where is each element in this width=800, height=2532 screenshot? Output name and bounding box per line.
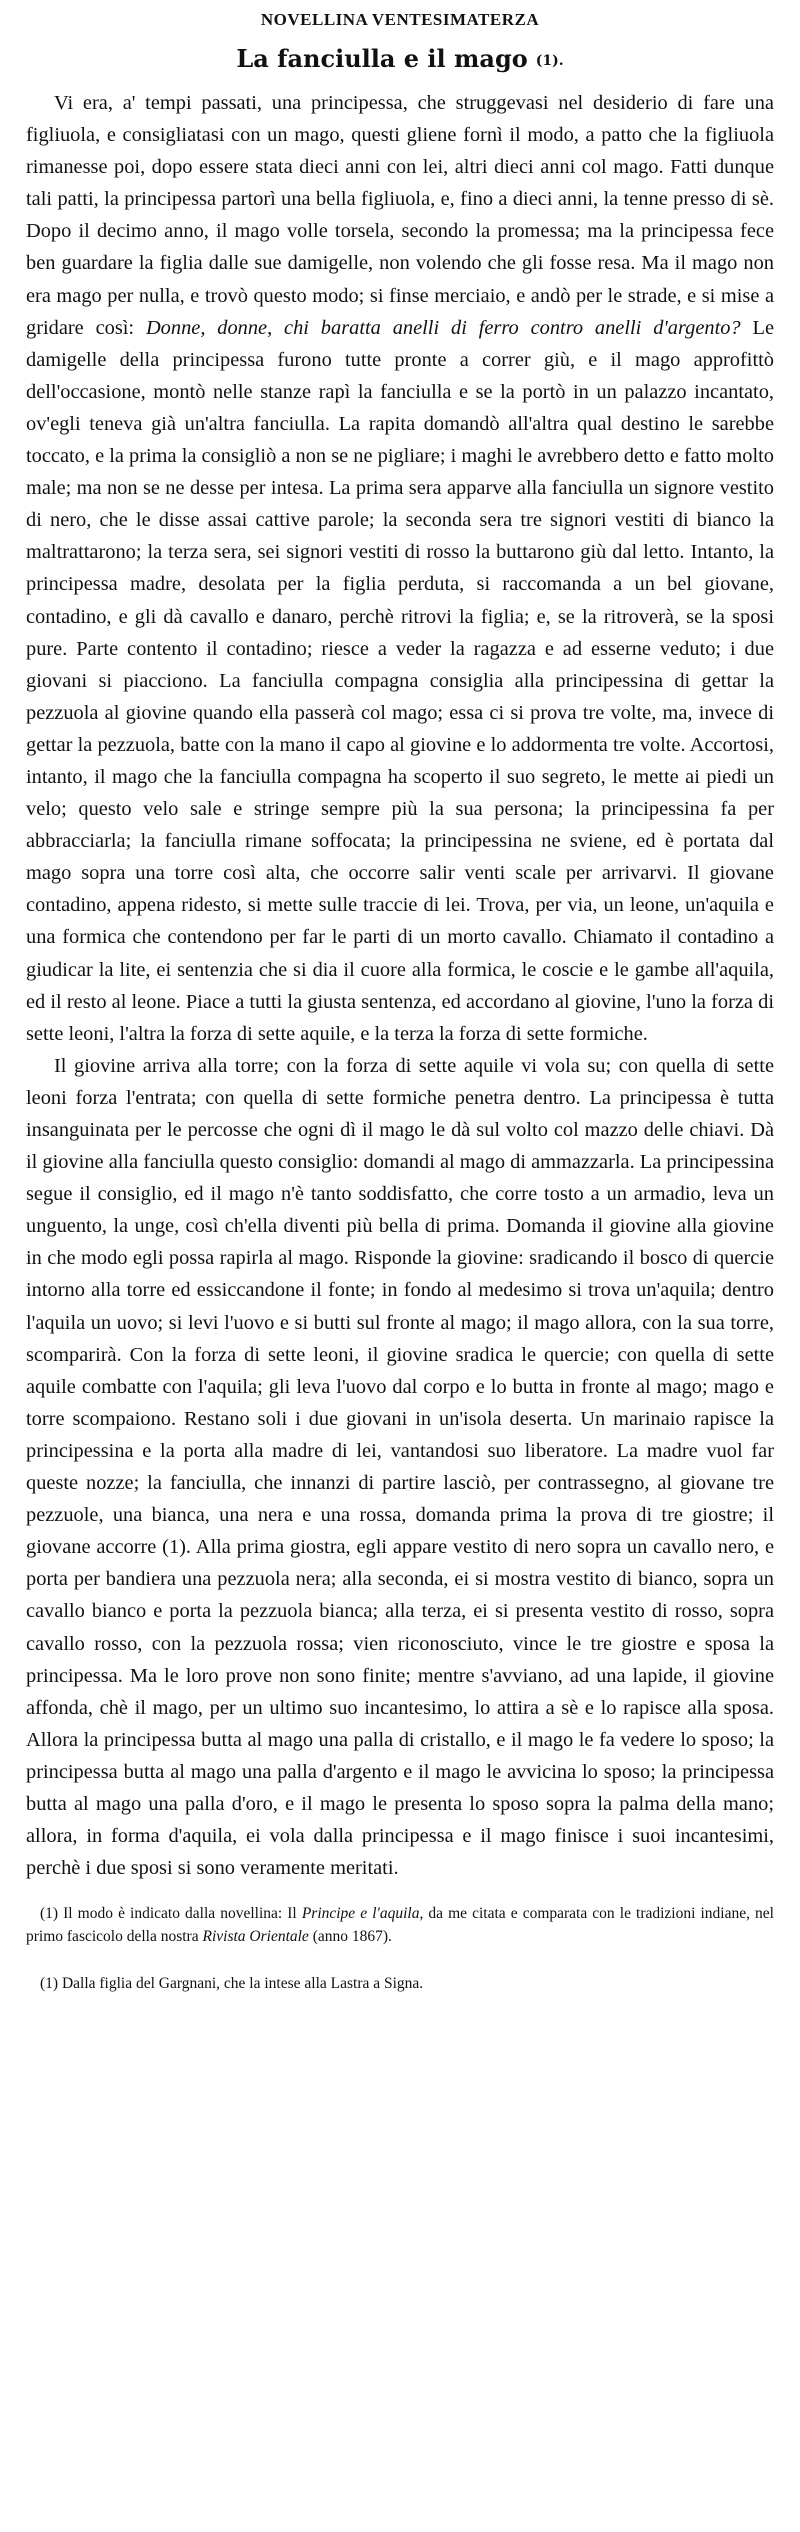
footnote-2: (1) Dalla figlia del Gargnani, che la intese alla Lastra a Signa.	[40, 1975, 424, 1993]
footnote-1-part-c: (anno 1867).	[308, 1928, 392, 1946]
running-head: NOVELLINA VENTESIMATERZA	[260, 10, 540, 29]
title-footnote-ref: (1).	[535, 52, 564, 69]
footnote-1	[26, 1902, 774, 1948]
footnote-1-italic-journal: Rivista Orientale	[202, 1928, 309, 1946]
story-title-text: La fanciulla e il mago	[236, 44, 528, 73]
footnotes	[26, 1902, 774, 1995]
footnote-1-italic-title: Principe e l'aquila	[301, 1905, 420, 1923]
paragraph-1-part-a: Vi era, a' tempi passati, una principessa, che struggevasi nel desiderio di fare una figliuola, e consigliatasi con un mago, questi gliene fornì il modo, a patto che la figliuola rimanesse poi, dopo essere stata dieci anni con lei, altri dieci anni col mago. Fatti dunque tali patti, la principessa partorì una bella figliuola, e, fino a dieci anni, la tenne presso di sè. Dopo il decimo anno, il mago volle torsela, secondo la promessa; ma la principessa fece ben guardare la figlia dalle sue damigelle, non volendo che gli fosse resa. Ma il mago non era mago per nulla, e trovò questo modo; si finse merciaio, e andò per le strade, e si mise a gridare così:	[26, 92, 774, 339]
paragraph-2: Il giovine arriva alla torre; con la forza di sette aquile vi vola su; con quella di sette leoni forza l'entrata; con quella di sette formiche penetra dentro. La principessa è tutta insanguinata per le percosse che ogni dì il mago le dà sul volto col mazzo delle chiavi. Dà il giovine alla fanciulla questo consiglio: domandi al mago di ammazzarla. La principessina segue il consiglio, ed il mago n'è tanto soddisfatto, che corre tosto a un armadio, leva un unguento, la unge, così ch'ella diventi più bella di prima. Domanda il giovine alla giovine in che modo egli possa rapirla al mago. Risponde la giovine: sradicando il bosco di quercie intorno alla torre ed essiccandone il fonte; in fondo al medesimo si trova un'aquila; dentro l'aquila un uovo; si levi l'uovo e si butti sul fronte al mago; il mago allora, con la sua torre, scomparirà. Con la forza di sette leoni, il giovine sradica le quercie; con quella di sette aquile combatte con l'aquila; gli leva l'uovo dal corpo e lo butta in fronte al mago; mago e torre scompaiono. Restano soli i due giovani in un'isola deserta. Un marinaio rapisce la principessina e la porta alla madre di lei, vantandosi suo liberatore. La madre vuol far queste nozze; la fanciulla, che innanzi di partire lasciò, per contrassegno, al giovane tre pezzuole, una bianca, una nera e una rossa, domanda prima la prova di tre giostre; il giovane accorre (1). Alla prima giostra, egli appare vestito di nero sopra un cavallo nero, e porta per bandiera una pezzuola nera; alla seconda, ei si mostra vestito di bianco, sopra un cavallo bianco e porta la pezzuola bianca; alla terza, ei si presenta vestito di rosso, sopra cavallo rosso, con la pezzuola rossa; vien riconosciuto, vince le tre giostre e sposa la principessa. Ma le loro prove non sono finite; mentre s'avviano, ad una lapide, il giovine affonda, chè il mago, per un ultimo suo incantesimo, lo attira a sè e lo rapisce alla sposa. Allora la principessa butta al mago una palla di cristallo, e il mago le fa vedere lo sposo; la principessa butta al mago una palla d'argento e il mago le avvicina lo sposo; la principessa butta al mago una palla d'oro, e il mago le presenta lo sposo sopra la palma della mano; allora, in forma d'aquila, ei vola dalla principessa e il mago finisce i suoi incantesimi, perchè i due sposi si sono veramente meritati.	[26, 1054, 774, 1880]
story-title	[26, 44, 774, 73]
footnote-1-part-a: (1) Il modo è indicato dalla novellina: Il	[40, 1905, 302, 1923]
footnote-1-part-b: , da me citata e comparata con le tradizioni indiane, nel primo fascicolo della nostra	[26, 1905, 774, 1946]
paragraph-1-italic-cry: Donne, donne, chi baratta anelli di ferro contro anelli d'argento?	[145, 316, 741, 339]
paragraph-1-part-b: Le damigelle della principessa furono tutte pronte a correr giù, e il mago approfittò dell'occasione, montò nelle stanze rapì la fanciulla e se la portò in un palazzo incantato, ov'egli teneva già un'altra fanciulla. La rapita domandò all'altra qual destino le sarebbe toccato, e la prima la consigliò a non se ne pigliare; i maghi le avrebbero detto e fatto molto male; ma non se ne desse per intesa. La prima sera apparve alla fanciulla un signore vestito di nero, che le disse assai cattive parole; la seconda sera tre signori vestiti di bianco la maltrattarono; la terza sera, sei signori vestiti di rosso la buttarono giù dal letto. Intanto, la principessa madre, desolata per la figlia perduta, si raccomanda a un bel giovane, contadino, e gli dà cavallo e danaro, perchè ritrovi la figlia; e, se la ritroverà, se la sposi pure. Parte contento il contadino; riesce a veder la ragazza e ad esserne veduto; i due giovani si piacciono. La fanciulla compagna consiglia alla principessina di gettar la pezzuola al giovine quando ella passerà col mago; essa ci si prova tre volte, ma, invece di gettar la pezzuola, batte con la mano il capo al giovine e lo addormenta tre volte. Accortosi, intanto, il mago che la fanciulla compagna ha scoperto il suo segreto, le mette ai piedi un velo; questo velo sale e stringe sempre più la sua persona; la principessina fa per abbracciarla; la fanciulla rimane soffocata; la principessina ne sviene, ed è portata dal mago sopra una torre così alta, che occorre salir venti scale per arrivarvi. Il giovane contadino, appena ridesto, si mette sulle traccie di lei. Trova, per via, un leone, un'aquila e una formica che contendono per far le parti di un morto cavallo. Chiamato il contadino a giudicar la lite, ei sentenzia che si dia il cuore alla formica, le coscie e le gambe all'aquila, ed il resto al leone. Piace a tutti la giusta sentenza, ed accordano al giovine, l'uno la forza di sette leoni, l'altra la forza di sette aquile, e la terza la forza di sette formiche.	[26, 316, 774, 1045]
paragraph-1	[26, 87, 774, 1050]
